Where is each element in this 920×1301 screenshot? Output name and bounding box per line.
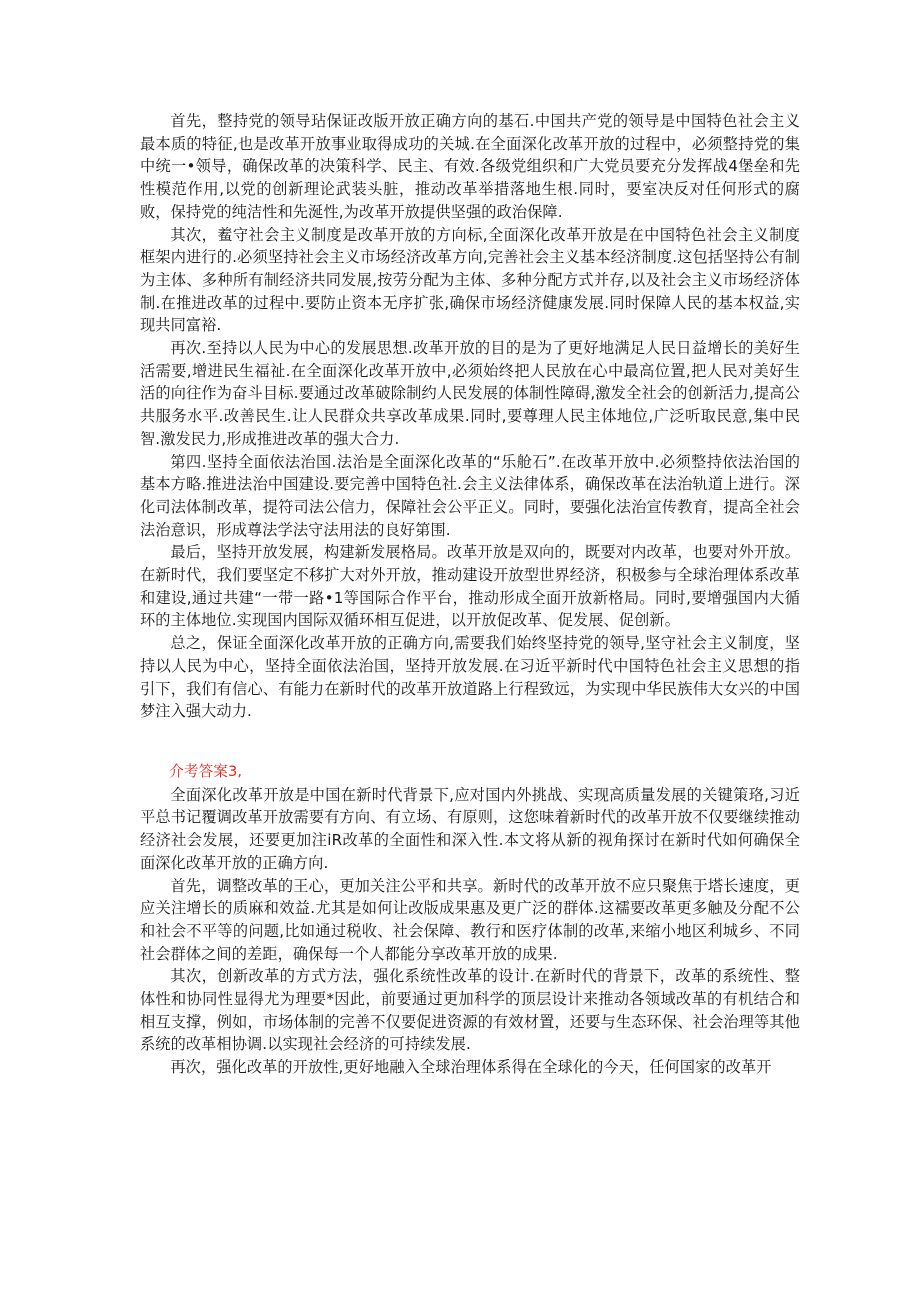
paragraph-intro-2: 全面深化改革开放是中国在新时代背景下,应对国内外挑战、实现高质量发展的关键策珞,习近平总书记覆调改革开放需要有方向、有立场、有原则，这您味着新时代的改革开放不仅要继续推动经济社会发展，还要更加注iR改革的全面性和深入性.本文将从新的视角探讨在新时代如何确保全面深化改革开放的正确方向. xyxy=(140,785,800,872)
reference-answer-heading: 介考答案3, xyxy=(169,762,243,780)
paragraph-first-2: 首先，调整改革的王心，更加关注公平和共享。新时代的改革开放不应只聚焦于塔长速度，更应关注增长的质麻和效益.尤其是如何让改版成果惠及更广泛的群体.这襦要改革更多触及分配不公和社会不平等的问题,比如通过税收、社会保障、教行和医疗体制的改革,来缩小地区利城乡、不同社会群体之间的差距，确保每一个人都能分享改革开放的成果. xyxy=(140,876,800,963)
document-page xyxy=(140,110,800,1079)
paragraph-first: 首先，整持党的领导玷保证改版开放正确方向的基石.中国共产党的领导是中国特色社会主义最本质的特征,也是改革开放事业取得成功的关城.在全面深化改革开放的过程中，必须整持党的集中统一•领导，确保改革的决策科学、民主、有效.各级党组织和广大党员要充分发挥战4堡垒和先性模范作用,以党的创新理论武装头脏，推动改革举措落地生根.同时，要室决反对任何形式的腐败，保持党的纯洁性和先涎性,为改革开放提供坚强的政治保障. xyxy=(140,112,800,221)
paragraph-conclusion: 总之，保证全面深化改革开放的正确方向,需要我们始终坚持党的领导,坚守社会主义制度，坚持以人民为中心，坚持全面依法治国，坚持开放发展.在习近平新时代中国特色社会主义思想的指引下，我们有信心、有能力在新时代的改革开放道路上行程致远，为实现中华民族伟大女兴的中国梦注入强大动力. xyxy=(140,634,800,721)
paragraph-third-2: 再次，强化改革的开放性,更好地融入全球治理体系得在全球化的今天，任何国家的改革开 xyxy=(170,1058,772,1077)
paragraph-finally: 最后，坚持开放发展，构建新发展格局。改革开放是双向的，既要对内改革，也要对外开放。在新时代，我们要坚定不移扩大对外开放，推动建设开放型世界经济，积极参与全球治理体系改革和建设,通过共建“一带一路•1等国际合作平台，推动形成全面开放新格局。同时,要增强国内大循环的主体地位.实现国内国际双循环相互促进，以开放促改革、促发展、促创新。 xyxy=(140,543,800,630)
paragraph-second: 其次，鲝守社会主义制度是改革开放的方向标,全面深化改革开放是在中国特色社会主义制度框架内进行的.必须坚持社会主义市场经济改革方向,完善社会主义基本经济制度.这包括坚持公有制为主体、多种所有制经济共同发展,按劳分配为主体、多种分配方式并存,以及社会主义市场经济体制.在推进改革的过程中.要防止资本无序扩张,确保市场经济健康发展.同时保障人民的基本权益,实现共同富裕. xyxy=(140,225,800,335)
paragraph-second-2: 其次，创新改革的方式方法，强化系统性改革的设计.在新时代的背景下，改革的系统性、整体性和协同性显得尤为理要*因此，前要通过更加科学的顶层设计来推动各领域改革的有机结合和相互支撑，例如，市场体制的完善不仅要促进资源的有效材置，还要与生态环保、社会治理等其他系统的改革相协调.以实现社会经济的可持续发展. xyxy=(140,967,800,1054)
paragraph-fourth: 第四.坚持全面依法治国.法治是全面深化改革的“乐舱石”.在改革开放中.必须整持依法治国的基本方略.推进法治中国建设.要完善中国特色社.会主义法律体系，确保改革在法治轨道上进行。深化司法体制改革，提符司法公信力，保障社会公平正义。同时，要强化法治宣传教育，提高全社会法治意识，形成尊法学法守法用法的良好第围. xyxy=(140,452,800,539)
paragraph-third: 再次.至持以人民为中心的发展思想.改革开放的目的是为了更好地满足人民日益增长的美好生活需要,增进民生福祉.在全面深化改革开放中,必须始终把人民放在心中最高位置,把人民对美好生活的向往作为奋斗目标.要通过改革破除制约人民发展的体制性障碍,激发全社会的创新活力,提高公共服务水平.改善民生.让人民群众共享改革成果.同时,要尊理人民主体地位,广泛听取民意,集中民智.激发民力,形成推进改革的强大合力. xyxy=(140,339,800,448)
